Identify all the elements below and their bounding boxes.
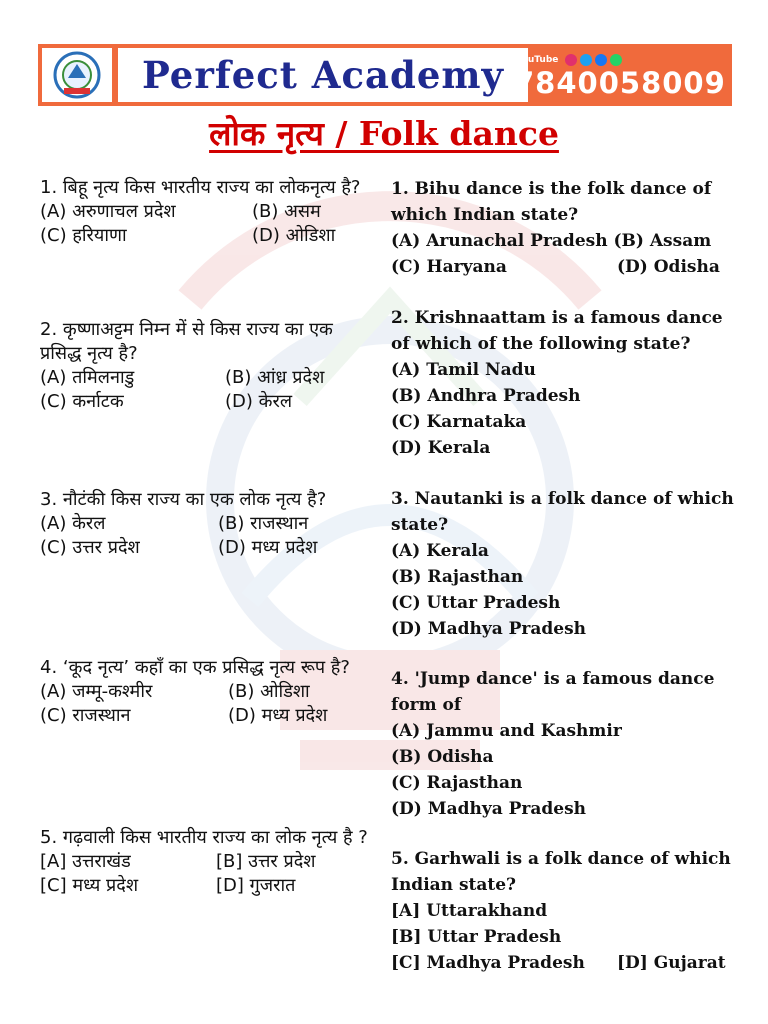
option: (B) Odisha <box>391 747 494 767</box>
academy-logo-icon <box>42 48 112 102</box>
phone-number: 7840058009 <box>514 66 726 100</box>
page-title: लोक नृत्य / Folk dance <box>209 114 559 153</box>
option: (A) तमिलनाडु <box>40 367 135 388</box>
youtube-icon: YouTube <box>516 55 559 65</box>
option: (A) Jammu and Kashmir <box>391 721 622 741</box>
twitter-icon <box>580 54 592 66</box>
question-text: 5. Garhwali is a folk dance of which Indian state? <box>391 849 731 895</box>
option: (A) Kerala <box>391 541 489 561</box>
english-question-1 <box>391 176 736 280</box>
hindi-question-4 <box>40 656 350 728</box>
option: (D) Kerala <box>391 438 491 458</box>
option: (B) आंध्र प्रदेश <box>225 367 325 388</box>
option: (C) Haryana <box>391 257 507 277</box>
option: (D) Madhya Pradesh <box>391 799 587 819</box>
question-text: 3. नौटंकी किस राज्य का एक लोक नृत्य है? <box>40 489 327 510</box>
english-question-3 <box>391 486 736 642</box>
option: (B) Andhra Pradesh <box>391 386 581 406</box>
question-text: 2. कृष्णाअट्टम निम्न में से किस राज्य का एक प्रसिद्ध नृत्य है? <box>40 319 333 364</box>
option: [A] Uttarakhand <box>391 901 548 921</box>
option: [D] गुजरात <box>216 875 296 896</box>
option: [A] उत्तराखंड <box>40 851 131 872</box>
question-text: 1. Bihu dance is the folk dance of which Indian state? <box>391 179 712 225</box>
header-banner <box>38 44 732 106</box>
hindi-question-2 <box>40 318 370 414</box>
instagram-icon <box>565 54 577 66</box>
question-text: 4. 'Jump dance' is a famous dance form of <box>391 669 715 715</box>
option: (C) Uttar Pradesh <box>391 593 561 613</box>
social-icons <box>516 54 622 66</box>
option: (A) अरुणाचल प्रदेश <box>40 201 176 222</box>
question-text: 2. Krishnaattam is a famous dance of which of the following state? <box>391 308 723 354</box>
english-question-2 <box>391 305 736 461</box>
option: (B) ओडिशा <box>228 681 310 702</box>
option: (C) Rajasthan <box>391 773 523 793</box>
option: (B) राजस्थान <box>218 513 309 534</box>
option: [C] मध्य प्रदेश <box>40 875 139 896</box>
english-question-5 <box>391 846 736 976</box>
option: (C) Karnataka <box>391 412 527 432</box>
question-text: 5. गढ़वाली किस भारतीय राज्य का लोक नृत्य है ? <box>40 827 368 848</box>
option: (D) मध्य प्रदेश <box>228 705 328 726</box>
academy-logo <box>42 48 112 102</box>
option: (C) हरियाणा <box>40 225 127 246</box>
option: (D) Madhya Pradesh <box>391 619 587 639</box>
option: (B) Rajasthan <box>391 567 524 587</box>
option: (C) उत्तर प्रदेश <box>40 537 140 558</box>
brand-name: Perfect Academy <box>141 53 505 97</box>
english-question-4 <box>391 666 736 822</box>
option: (C) कर्नाटक <box>40 391 124 412</box>
option: (B) असम <box>252 201 321 222</box>
option: (D) Odisha <box>617 257 720 277</box>
question-text: 3. Nautanki is a folk dance of which state? <box>391 489 734 535</box>
option: [B] उत्तर प्रदेश <box>216 851 316 872</box>
facebook-icon <box>595 54 607 66</box>
hindi-question-5 <box>40 826 368 898</box>
option: [D] Gujarat <box>617 953 726 973</box>
option: (A) केरल <box>40 513 106 534</box>
option: (A) जम्मू-कश्मीर <box>40 681 153 702</box>
option: [B] Uttar Pradesh <box>391 927 562 947</box>
option: [C] Madhya Pradesh <box>391 953 585 973</box>
question-text: 4. ‘कूद नृत्य’ कहाँ का एक प्रसिद्ध नृत्य रूप है? <box>40 657 350 678</box>
hindi-question-3 <box>40 488 326 560</box>
option: (D) केरल <box>225 391 293 412</box>
option: (C) राजस्थान <box>40 705 131 726</box>
option: (D) मध्य प्रदेश <box>218 537 318 558</box>
hindi-question-1 <box>40 176 361 248</box>
option: (D) ओडिशा <box>252 225 336 246</box>
brand-box <box>118 48 528 102</box>
whatsapp-icon <box>610 54 622 66</box>
question-text: 1. बिहू नृत्य किस भारतीय राज्य का लोकनृत्य है? <box>40 177 361 198</box>
option: (A) Tamil Nadu <box>391 360 536 380</box>
option: (A) Arunachal Pradesh (B) Assam <box>391 231 712 251</box>
